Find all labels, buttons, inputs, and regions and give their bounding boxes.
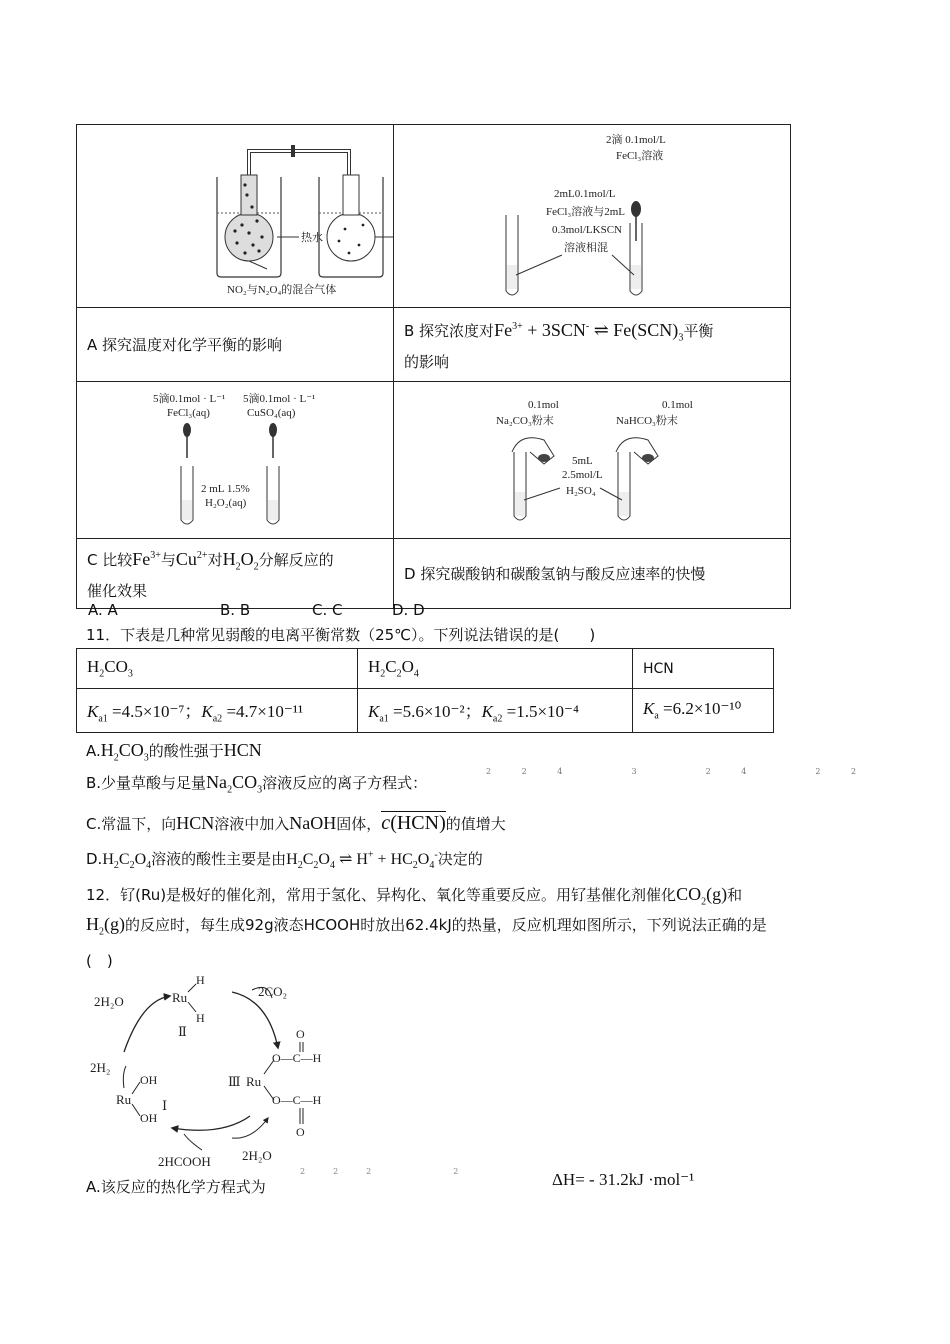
mech-h2o-bottom: 2H₂O <box>242 1148 272 1163</box>
fig-d-right-label-1: 0.1mol <box>662 399 693 411</box>
q11-opt-d-suffix: 决定的 <box>437 850 483 868</box>
option-b-desc <box>394 308 791 382</box>
fig-b-diagram <box>394 125 790 303</box>
b-desc-prefix: B 探究浓度对 <box>404 321 495 340</box>
ka-header-h2co3: $H_2CO_3$ <box>77 649 358 689</box>
fig-b-mix-label-2: FeCl₃溶液与2mL <box>546 206 626 218</box>
fig-b-mix-label-4: 溶液相混 <box>564 242 608 254</box>
q11-option-b[interactable]: B.少量草酸与足量$Na_2CO_3$溶液反应的离子方程式： <box>86 772 428 796</box>
ka-h2co3-1: 4.5×10⁻⁷ <box>121 701 185 721</box>
fig-b-cell <box>394 125 791 308</box>
c-desc-line2: 催化效果 <box>87 582 148 601</box>
mech-num-3: Ⅲ <box>228 1074 241 1089</box>
ka-hcn: 6.2×10⁻¹⁰ <box>672 699 742 719</box>
ka-h2c2o4-values: $K_{a1} =5.6\times 10^{-2}$；$K_{a2} =1.5\times 10^{-4}$ <box>358 689 633 733</box>
c-desc-suffix: 分解反应的 <box>258 550 334 569</box>
q12-opt-a-dh: ΔH= - 31.2kJ ·mol⁻¹ <box>552 1170 695 1189</box>
q10-option-d[interactable]: D. D <box>392 601 425 619</box>
fig-d-mid-label-1: 5mL <box>572 455 593 467</box>
mech-hcooh: 2HCOOH <box>158 1154 211 1169</box>
c-fe-ion: $Fe^{3+}$ <box>132 548 161 569</box>
q11-stem: 11．下表是几种常见弱酸的电离平衡常数（25℃）。下列说法错误的是( ) <box>86 626 596 644</box>
q11-opt-a-text: 的酸性强于 <box>148 742 224 760</box>
fig-b-drop-label-2: FeCl₃溶液 <box>616 150 664 162</box>
q11-opt-c-suffix: 的值增大 <box>445 815 506 833</box>
fig-d-left-label-1: 0.1mol <box>528 399 559 411</box>
c-cu-ion: $Cu^{2+}$ <box>175 548 208 569</box>
fig-d-right-label-2: NaHCO₃粉末 <box>616 415 678 427</box>
mech-ru-3: Ru <box>246 1074 262 1089</box>
c-desc-mid2: 对 <box>207 550 223 569</box>
mech-iii-o-2: O—C—H <box>272 1093 322 1107</box>
mech-iii-carbonyl-1: O <box>296 1027 305 1041</box>
ka-h2c2o4-1: 5.6×10⁻² <box>402 701 465 721</box>
ka-h2co3-2: 4.7×10⁻¹¹ <box>236 701 304 721</box>
q11-opt-b-suffix: 溶液反应的离子方程式： <box>262 774 428 792</box>
fig-d-cell <box>394 382 791 539</box>
ka-table <box>76 648 774 733</box>
b-desc-line2: 的影响 <box>404 353 450 372</box>
q12-stem-line1: 12．钌(Ru)是极好的催化剂，常用于氢化、异构化、氧化等重要反应。用钌基催化剂催化$CO_2(g)$和 <box>86 884 743 908</box>
fig-d-left-label-2: Na₂CO₃粉末 <box>496 415 554 427</box>
q11-opt-b-prefix: B.少量草酸与足量 <box>86 774 207 792</box>
ka-header-h2c2o4: $H_2C_2O_4$ <box>358 649 633 689</box>
fig-c-cell <box>77 382 394 539</box>
mech-h2o-top: 2H₂O <box>94 994 124 1009</box>
fig-d-diagram <box>394 382 790 534</box>
c-h2o2: $H_2O_2$ <box>222 548 259 573</box>
fig-b-mix-label-1: 2mL0.1mol/L <box>554 188 616 200</box>
mech-iii-o-1: O—C—H <box>272 1051 322 1065</box>
q12-stem-line3: ( ) <box>86 952 113 970</box>
b-desc-suffix: 平衡 <box>683 321 714 340</box>
q12-opt-a-faint-equation: 2 2 2 2 <box>300 1167 469 1176</box>
mech-i-oh-top: OH <box>140 1073 158 1087</box>
q10-option-c[interactable]: C. C <box>312 601 343 619</box>
fig-c-mid-label-1: 2 mL 1.5% <box>201 483 250 495</box>
fig-c-left-label-1: 5滴0.1mol · L⁻¹ <box>153 393 226 405</box>
q11-option-d[interactable]: $D.H_2C_2O_4$溶液的酸性主要是由$H_2C_2O_4$ ⇌ $H^+ + HC_2O_4^-$决定的 <box>86 849 483 872</box>
mechanism-diagram <box>82 970 362 1176</box>
fig-c-diagram <box>77 382 393 534</box>
option-d-desc: D 探究碳酸钠和碳酸氢钠与酸反应速率的快慢 <box>394 539 791 609</box>
c-desc-prefix: C 比较 <box>87 550 133 569</box>
q12-line1-end: 和 <box>727 886 743 904</box>
fig-d-mid-label-2: 2.5mol/L <box>562 469 603 481</box>
mech-ii-h-bot: H <box>196 1011 205 1025</box>
fig-b-mix-label-3: 0.3mol/LKSCN <box>552 224 622 236</box>
option-c-desc <box>77 539 394 609</box>
fig-c-right-label-2: CuSO₄(aq) <box>247 407 296 419</box>
q11-opt-c-mid: 溶液中加入 <box>214 815 290 833</box>
fig-d-mid-label-3: H₂SO₄ <box>566 485 596 497</box>
c-desc-mid: 与 <box>160 550 176 569</box>
fig-b-drop-label-1: 2滴 0.1mol/L <box>606 134 666 146</box>
ka-hcn-values: $K_a =6.2\times 10^{-10}$ <box>633 689 774 733</box>
mech-ru-2: Ru <box>172 990 188 1005</box>
mech-ii-h-top: H <box>196 973 205 987</box>
experiment-table <box>76 124 791 609</box>
mech-ru-1: Ru <box>116 1092 132 1107</box>
mech-num-1: Ⅰ <box>162 1098 168 1113</box>
q11-opt-b-faint-equation: 2 2 4 3 2 4 2 2 <box>486 767 871 776</box>
q10-option-a[interactable]: A. A <box>88 601 118 619</box>
q11-option-a[interactable]: $A.H_2CO_3$的酸性强于HCN <box>86 740 262 764</box>
mech-num-2: Ⅱ <box>178 1024 187 1039</box>
q10-option-b[interactable]: B. B <box>220 601 251 619</box>
ka-header-hcn: HCN <box>633 649 774 689</box>
ka-h2co3-values: $K_{a1} =4.5\times 10^{-7}$；$K_{a2} =4.7\times 10^{-11}$ <box>77 689 358 733</box>
fig-c-left-label-2: FeCl₃(aq) <box>167 407 210 419</box>
option-a-desc: A 探究温度对化学平衡的影响 <box>77 308 394 382</box>
q12-stem-line2: $H_2(g)$的反应时，每生成92g液态HCOOH时放出62.4kJ的热量，反应机理如图所示，下列说法正确的是 <box>86 914 767 938</box>
ka-h2c2o4-2: 1.5×10⁻⁴ <box>516 701 579 721</box>
q11-opt-d-mid: 溶液的酸性主要是由 <box>151 850 287 868</box>
fig-a-hot-label: 热水 <box>301 232 323 244</box>
q11-opt-c-prefix: C.常温下，向 <box>86 815 177 833</box>
mech-co2: 2CO₂ <box>258 984 288 999</box>
q11-option-c[interactable]: C.常温下，向HCN溶液中加入NaOH固体，c(HCN)的值增大 <box>86 812 506 834</box>
q11-opt-c-mid2: 固体， <box>336 815 382 833</box>
mech-iii-carbonyl-2: O <box>296 1125 305 1139</box>
fig-a-cell <box>77 125 394 308</box>
mech-i-oh-bot: OH <box>140 1111 158 1125</box>
fig-c-right-label-1: 5滴0.1mol · L⁻¹ <box>243 393 316 405</box>
q12-line1-text: 12．钌(Ru)是极好的催化剂，常用于氢化、异构化、氧化等重要反应。用钌基催化剂催化 <box>86 886 677 904</box>
fig-c-mid-label-2: H₂O₂(aq) <box>205 497 247 509</box>
mech-h2: 2H₂ <box>90 1060 111 1075</box>
fig-a-gas-label: NO₂与N₂O₄的混合气体 <box>227 284 337 296</box>
q12-line2-text: 的反应时，每生成92g液态HCOOH时放出62.4kJ的热量，反应机理如图所示，下列说法正确的是 <box>125 916 767 934</box>
fig-a-diagram <box>77 125 393 303</box>
b-equation: $Fe^{3+} + 3SCN^-$ ⇌ $Fe(SCN)_3$ <box>494 319 684 344</box>
q12-option-a[interactable]: A.该反应的热化学方程式为 <box>86 1178 266 1196</box>
